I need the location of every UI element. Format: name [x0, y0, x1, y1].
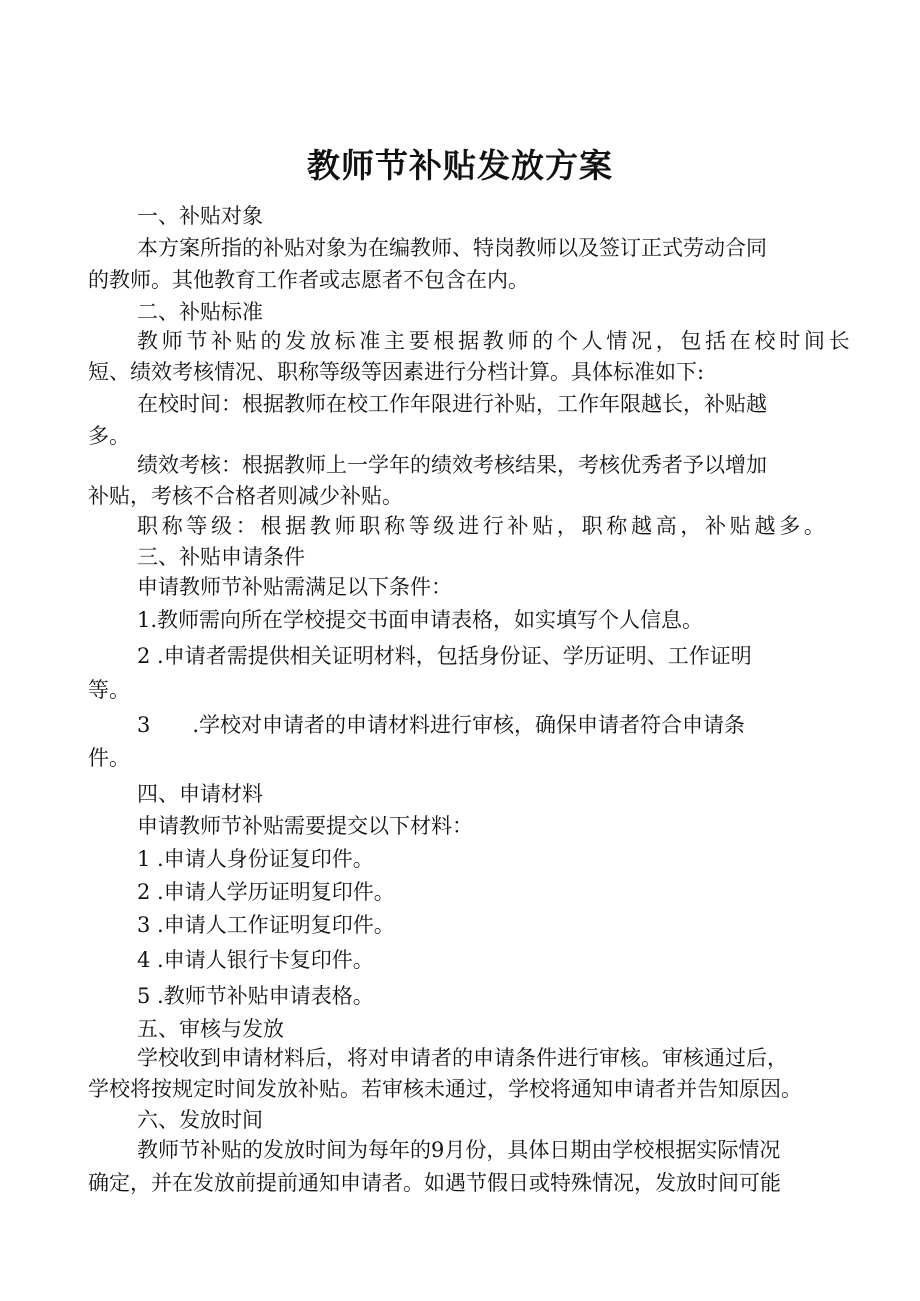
list-item-3-3-line-2: 件。 — [88, 746, 130, 770]
paragraph-8-line-1: 学校收到申请材料后，将对申请者的申请条件进行审核。审核通过后， — [137, 1046, 788, 1070]
heading-5: 五、审核与发放 — [137, 1017, 284, 1041]
heading-4: 四、申请材料 — [137, 782, 263, 806]
paragraph-9-line-2: 确定，并在发放前提前通知申请者。如遇节假日或特殊情况，发放时间可能 — [88, 1171, 781, 1195]
list-item-3-2-line-2: 等。 — [88, 678, 130, 702]
paragraph-5-line-1: 职称等级：根据教师职称等级进行补贴，职称越高，补贴越多。 — [137, 514, 829, 538]
paragraph-3-line-1: 在校时间：根据教师在校工作年限进行补贴，工作年限越长，补贴越 — [137, 392, 767, 416]
list-item-3-1: 1.教师需向所在学校提交书面申请表格，如实填写个人信息。 — [137, 608, 704, 632]
paragraph-4-line-2: 补贴，考核不合格者则减少补贴。 — [88, 484, 403, 508]
list-item-4-4: 4 .申请人银行卡复印件。 — [137, 948, 374, 972]
heading-2: 二、补贴标准 — [137, 300, 263, 324]
paragraph-2-line-1: 教师节补贴的发放标准主要根据教师的个人情况，包括在校时间长 — [137, 329, 854, 353]
list-item-3-2-line-1: 2 .申请者需提供相关证明材料，包括身份证、学历证明、工作证明 — [137, 644, 752, 668]
list-item-4-2: 2 .申请人学历证明复印件。 — [137, 880, 395, 904]
paragraph-8-line-2: 学校将按规定时间发放补贴。若审核未通过，学校将通知申请者并告知原因。 — [88, 1077, 802, 1101]
list-item-3-3-number: 3 — [137, 713, 151, 737]
paragraph-6: 申请教师节补贴需满足以下条件： — [137, 575, 452, 599]
paragraph-2-line-2: 短、绩效考核情况、职称等级等因素进行分档计算。具体标准如下: — [88, 360, 705, 384]
paragraph-1-line-1: 本方案所指的补贴对象为在编教师、特岗教师以及签订正式劳动合同 — [137, 236, 767, 260]
paragraph-9-line-1: 教师节补贴的发放时间为每年的9月份，具体日期由学校根据实际情况 — [137, 1138, 781, 1162]
heading-1: 一、补贴对象 — [137, 204, 263, 228]
paragraph-3-line-2: 多。 — [88, 424, 130, 448]
list-item-3-3-text: .学校对申请者的申请材料进行审核，确保申请者符合申请条 — [192, 713, 746, 737]
paragraph-7: 申请教师节补贴需要提交以下材料： — [137, 814, 473, 838]
page-title: 教师节补贴发放方案 — [307, 146, 613, 185]
heading-6: 六、发放时间 — [137, 1108, 263, 1132]
heading-3: 三、补贴申请条件 — [137, 545, 305, 569]
list-item-4-1: 1 .申请人身份证复印件。 — [137, 847, 374, 871]
paragraph-4-line-1: 绩效考核：根据教师上一学年的绩效考核结果，考核优秀者予以增加 — [137, 453, 767, 477]
list-item-4-3: 3 .申请人工作证明复印件。 — [137, 913, 395, 937]
list-item-4-5: 5 .教师节补贴申请表格。 — [137, 984, 374, 1008]
list-item-3-3-line-1 — [137, 713, 745, 737]
paragraph-1-line-2: 的教师。其他教育工作者或志愿者不包含在内。 — [88, 268, 529, 292]
